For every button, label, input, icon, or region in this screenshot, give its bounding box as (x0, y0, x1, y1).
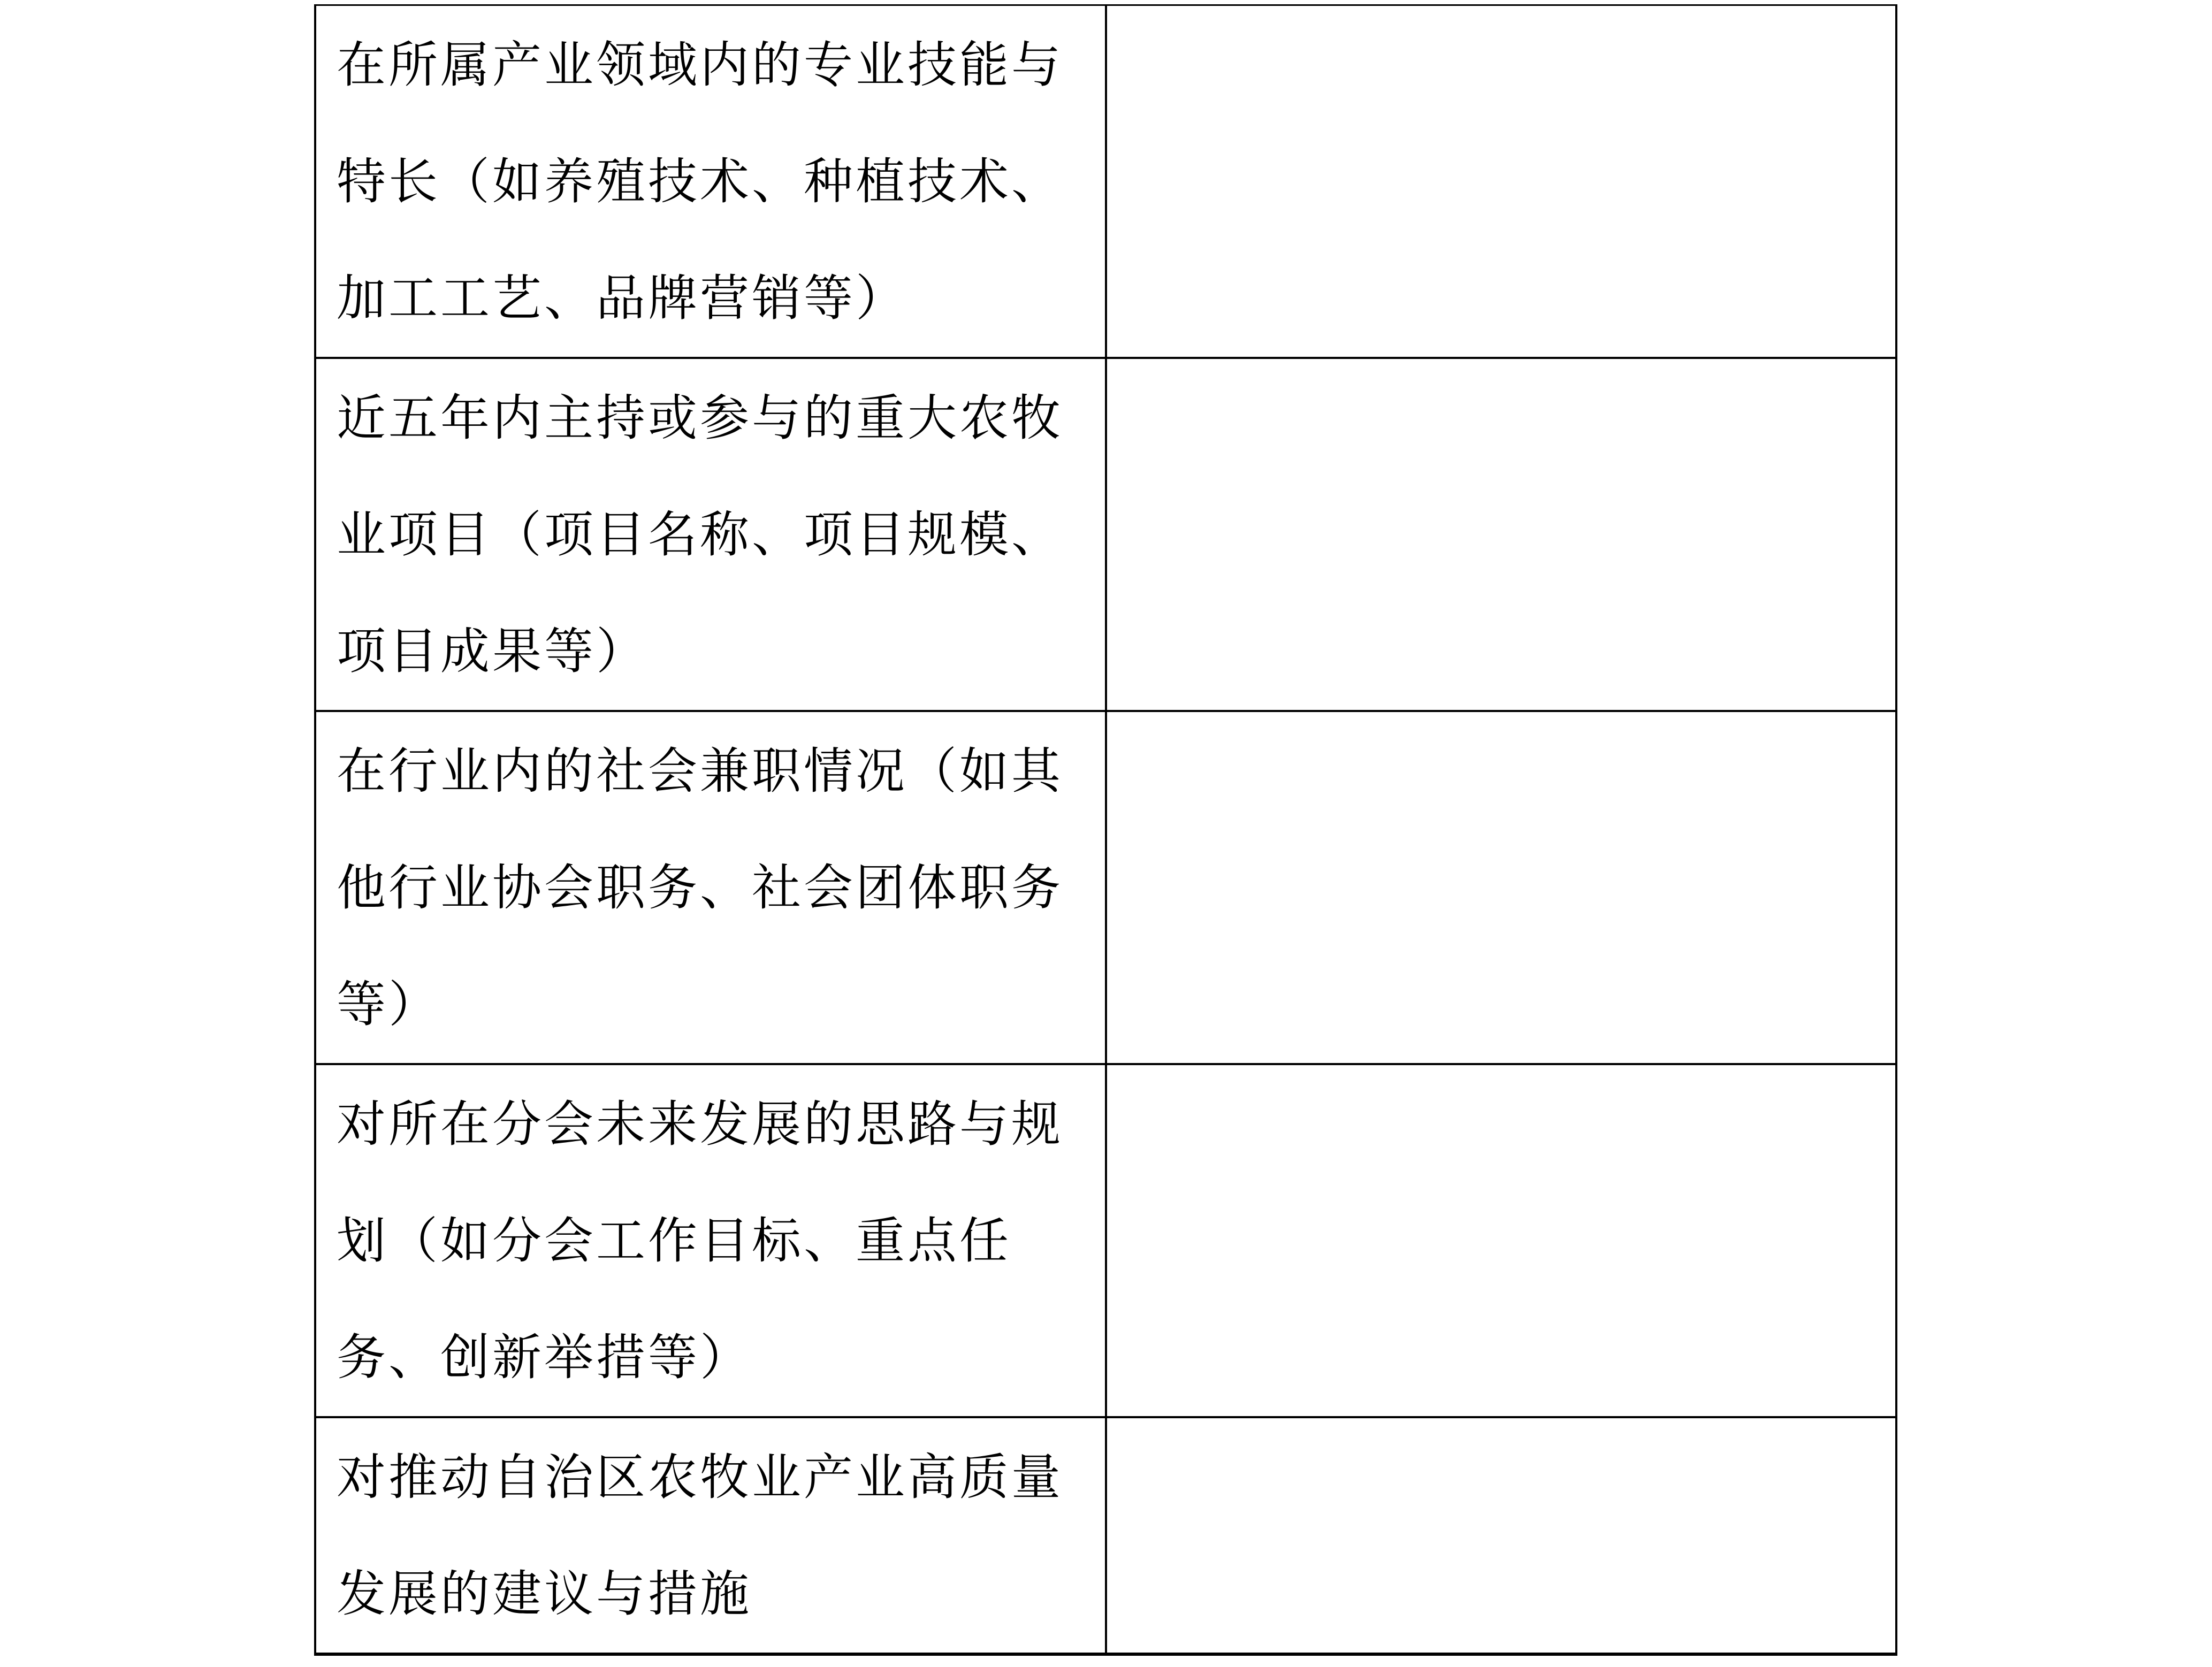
field-label-text: 近五年内主持或参与的重大农牧业项目（项目名称、项目规模、项目成果等） (337, 391, 1064, 679)
field-value-social-positions[interactable] (1106, 711, 1897, 1064)
table-row (315, 358, 1896, 711)
field-label-major-projects (315, 358, 1106, 711)
field-label-text: 在所属产业领域内的专业技能与特长（如养殖技术、种植技术、加工工艺、品牌营销等） (337, 38, 1064, 326)
field-value-skills[interactable] (1106, 5, 1897, 358)
field-label-skills (315, 5, 1106, 358)
table-row (315, 5, 1896, 358)
field-value-industry-suggestions[interactable] (1106, 1417, 1897, 1654)
table-row (315, 711, 1896, 1064)
field-value-branch-development-plan[interactable] (1106, 1064, 1897, 1417)
table-row (315, 1417, 1896, 1654)
field-value-major-projects[interactable] (1106, 358, 1897, 711)
form-table (314, 4, 1897, 1656)
field-label-text: 在行业内的社会兼职情况（如其他行业协会职务、社会团体职务等） (337, 744, 1064, 1032)
field-label-text: 对推动自治区农牧业产业高质量发展的建议与措施 (337, 1450, 1064, 1622)
field-label-social-positions (315, 711, 1106, 1064)
field-label-branch-development-plan (315, 1064, 1106, 1417)
field-label-industry-suggestions (315, 1417, 1106, 1654)
table-row (315, 1064, 1896, 1417)
field-label-text: 对所在分会未来发展的思路与规划（如分会工作目标、重点任务、创新举措等） (337, 1097, 1064, 1385)
